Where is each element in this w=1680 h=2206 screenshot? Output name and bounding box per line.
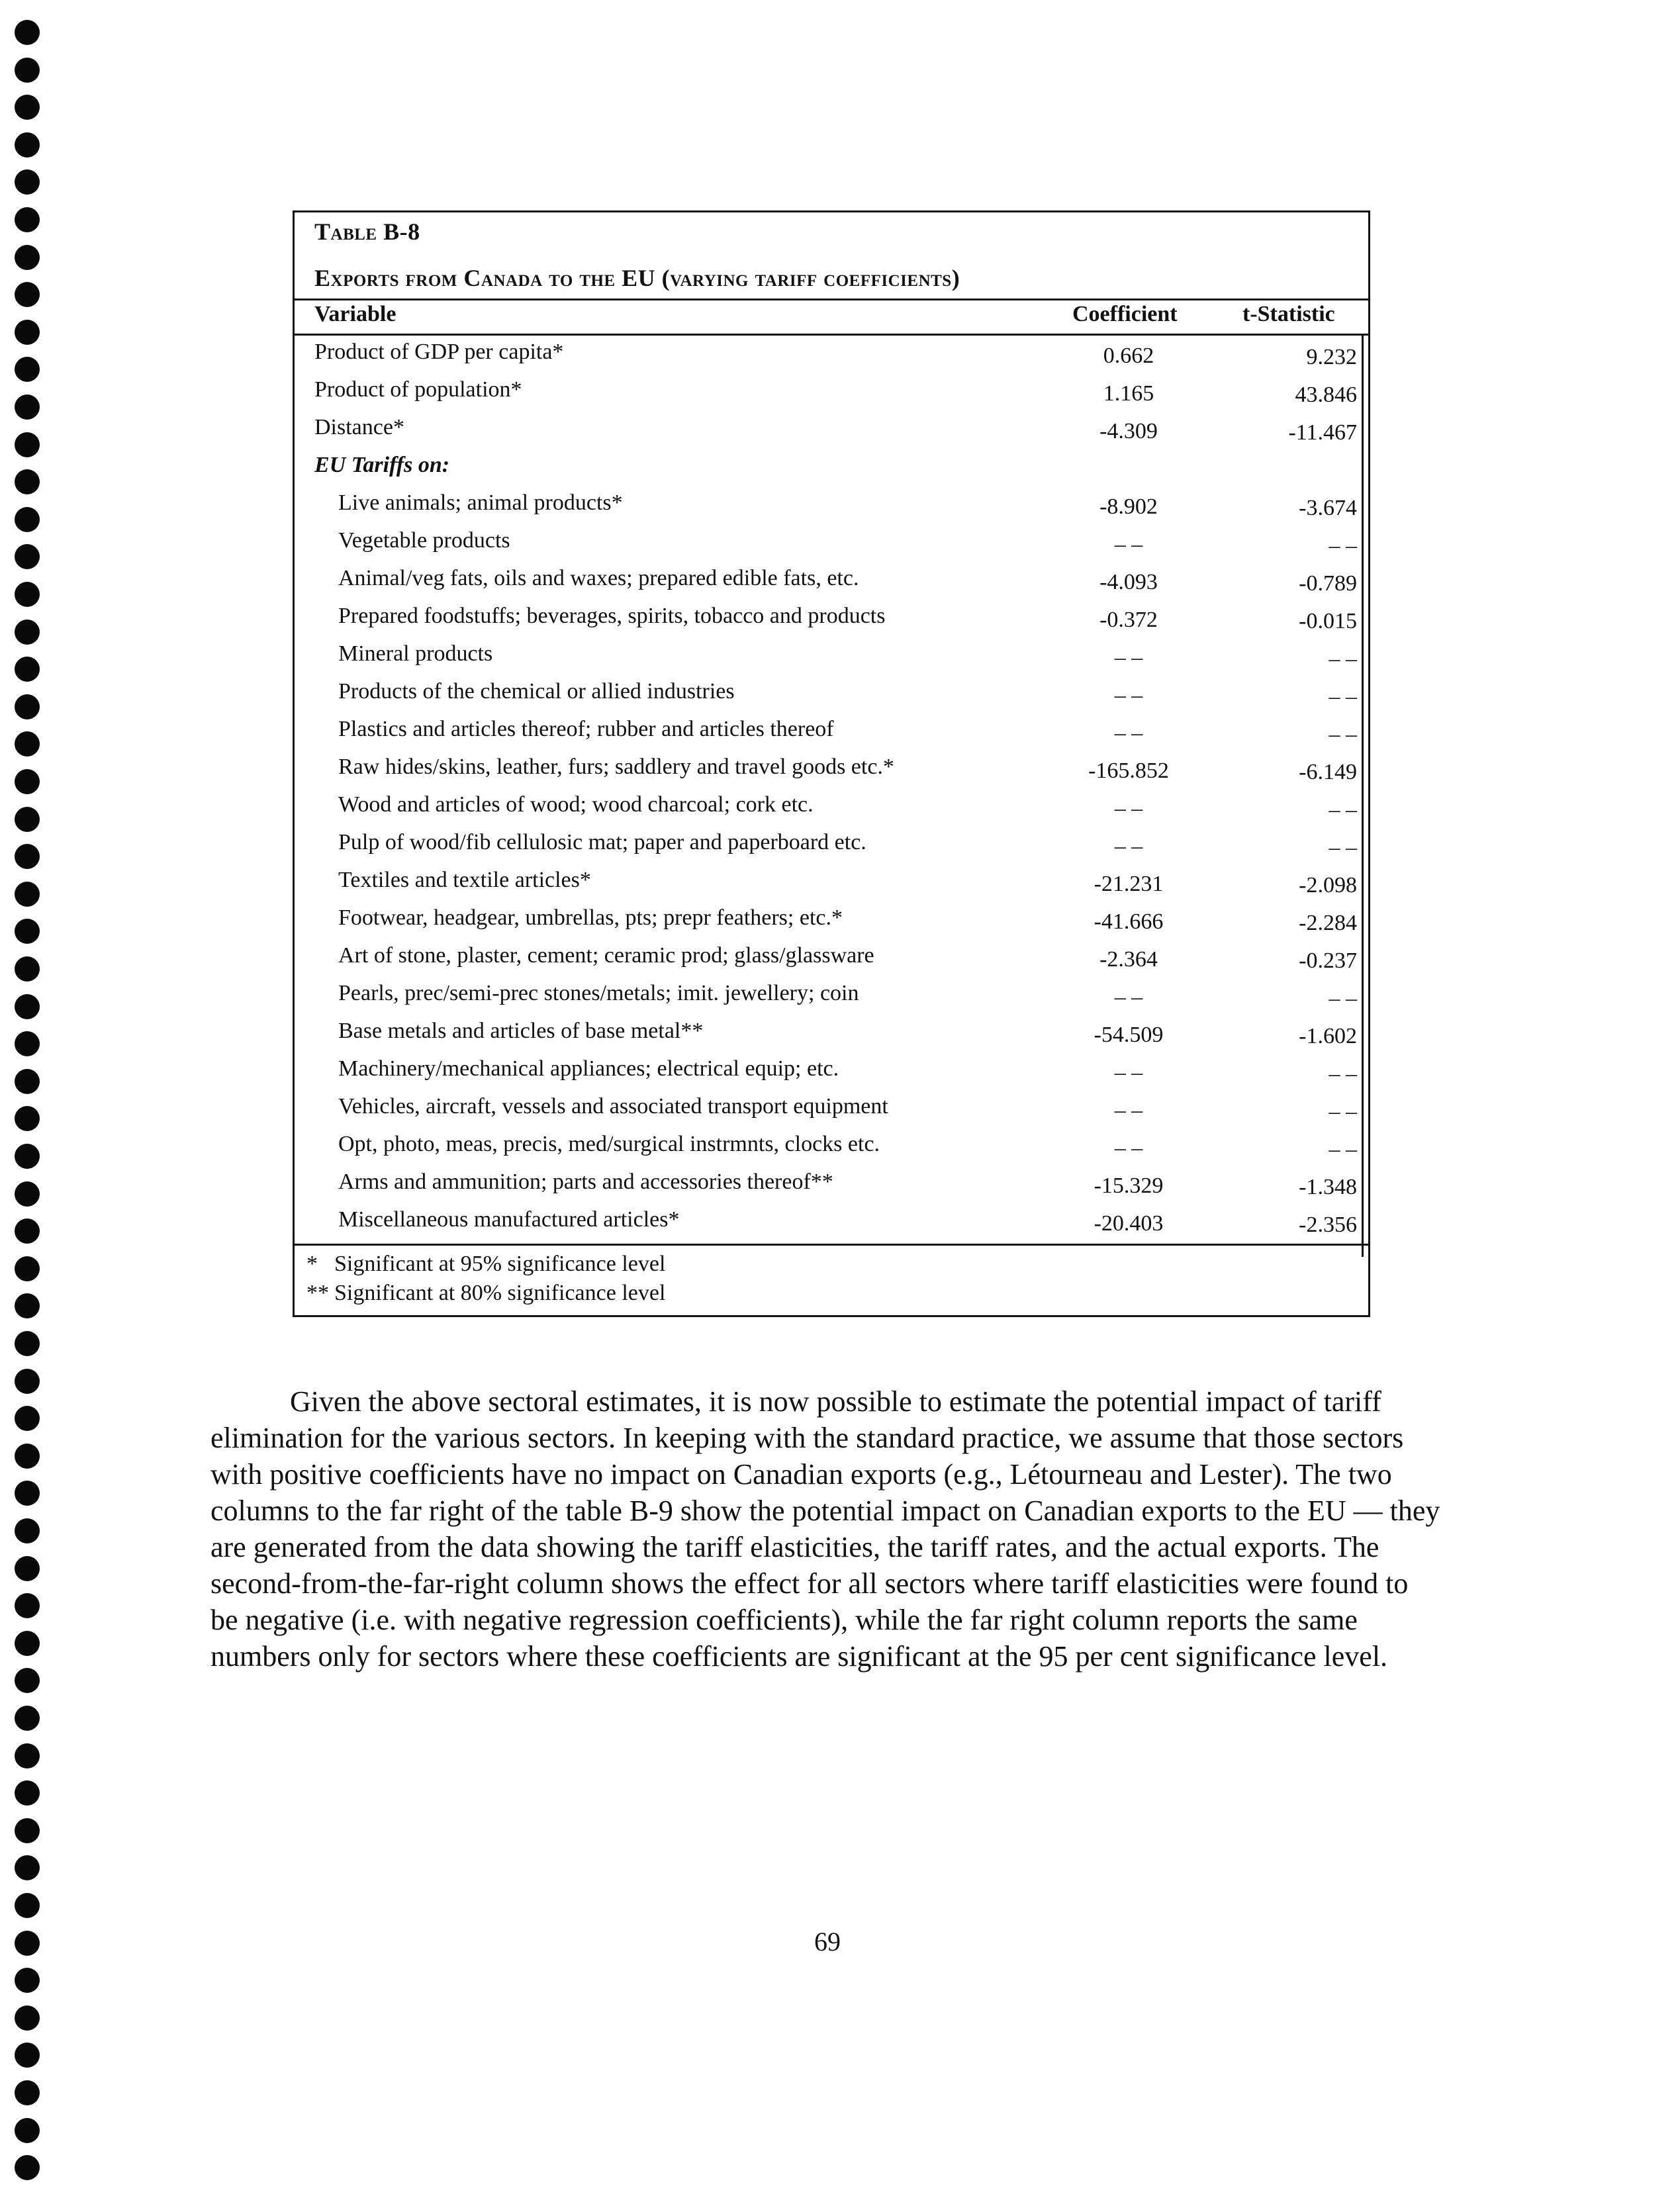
row-coefficient: -41.666 bbox=[1094, 909, 1164, 934]
binder-hole bbox=[15, 207, 40, 232]
row-coefficient: – – bbox=[1114, 721, 1143, 745]
row-tstat: – – bbox=[1329, 798, 1357, 822]
table-row bbox=[295, 1168, 1368, 1206]
binder-hole bbox=[15, 1106, 40, 1131]
row-tstat: – – bbox=[1329, 1062, 1357, 1086]
row-coefficient: -4.093 bbox=[1099, 570, 1158, 594]
binder-hole bbox=[15, 320, 40, 345]
binder-hole bbox=[15, 731, 40, 757]
table-row bbox=[295, 829, 1368, 866]
row-coefficient: -20.403 bbox=[1094, 1211, 1164, 1236]
row-variable: Live animals; animal products* bbox=[338, 490, 623, 515]
row-coefficient: – – bbox=[1114, 1060, 1143, 1085]
table-row bbox=[295, 376, 1368, 414]
row-tstat: -2.098 bbox=[1299, 873, 1357, 897]
binder-hole bbox=[15, 1369, 40, 1394]
binder-hole bbox=[15, 357, 40, 382]
binder-hole bbox=[15, 1069, 40, 1094]
table-title: Exports from Canada to the EU (varying tariff coefficients) bbox=[314, 265, 960, 291]
binder-hole bbox=[15, 132, 40, 158]
binder-hole bbox=[15, 620, 40, 645]
binder-hole bbox=[15, 1031, 40, 1056]
binder-hole bbox=[15, 169, 40, 195]
row-tstat: – – bbox=[1329, 533, 1357, 558]
binder-hole bbox=[15, 1444, 40, 1469]
table-row bbox=[295, 602, 1368, 640]
header-tstat: t-Statistic bbox=[1242, 302, 1335, 326]
binder-hole bbox=[15, 1931, 40, 1956]
row-variable: Pulp of wood/fib cellulosic mat; paper and paperboard etc. bbox=[338, 830, 866, 854]
row-variable: EU Tariffs on: bbox=[314, 453, 450, 477]
row-tstat: -0.237 bbox=[1299, 948, 1357, 973]
row-variable: Product of population* bbox=[314, 377, 522, 402]
row-coefficient: -0.372 bbox=[1099, 608, 1158, 632]
binder-hole bbox=[15, 282, 40, 307]
table-row bbox=[295, 1206, 1368, 1244]
row-coefficient: – – bbox=[1114, 683, 1143, 708]
binder-hole bbox=[15, 694, 40, 719]
row-variable: Raw hides/skins, leather, furs; saddlery and travel goods etc.* bbox=[338, 755, 894, 779]
binder-hole bbox=[15, 1218, 40, 1244]
row-coefficient: 0.662 bbox=[1103, 344, 1154, 368]
row-coefficient: – – bbox=[1114, 532, 1143, 557]
table-notes bbox=[306, 1252, 665, 1310]
row-coefficient: – – bbox=[1114, 834, 1143, 858]
row-coefficient: -2.364 bbox=[1099, 947, 1158, 972]
row-tstat: – – bbox=[1329, 684, 1357, 709]
binder-hole bbox=[15, 1556, 40, 1581]
binder-hole bbox=[15, 1481, 40, 1506]
row-variable: Opt, photo, meas, precis, med/surgical instrmnts, clocks etc. bbox=[338, 1132, 880, 1156]
row-coefficient: – – bbox=[1114, 1136, 1143, 1160]
row-coefficient: 1.165 bbox=[1103, 381, 1154, 406]
row-coefficient: -4.309 bbox=[1099, 419, 1158, 443]
header-bottom-rule bbox=[295, 334, 1368, 336]
row-variable: Wood and articles of wood; wood charcoal; cork etc. bbox=[338, 792, 814, 817]
table-label: Table B-8 bbox=[314, 218, 420, 245]
table-row bbox=[295, 904, 1368, 942]
table-row bbox=[295, 678, 1368, 715]
row-tstat: – – bbox=[1329, 835, 1357, 860]
page-number: 69 bbox=[814, 1927, 841, 1956]
row-tstat: -3.674 bbox=[1299, 496, 1357, 520]
row-tstat: 43.846 bbox=[1295, 383, 1357, 407]
binder-hole bbox=[15, 919, 40, 944]
body-paragraph: Given the above sectoral estimates, it is now possible to estimate the potential impact of tariff elimination for the various sectors. In keeping with the standard practice, we assume that those sectors with positive coefficients have no impact on Canadian exports (e.g., Létourneau and Lester). The two columns to the far right of the table B-9 show the potential impact on Canadian exports to the EU — they are generated from the data showing the tariff elasticities, the tariff rates, and the actual exports. The second-from-the-far-right column shows the effect for all sectors where tariff elasticities were found to be negative (i.e. with negative regression coefficients), while the far right column reports the same numbers only for sectors where these coefficients are significant at the 95 per cent significance level. bbox=[210, 1385, 1440, 1673]
table-row bbox=[295, 1055, 1368, 1093]
binder-hole bbox=[15, 1706, 40, 1731]
table-row bbox=[295, 489, 1368, 527]
binder-hole bbox=[15, 1818, 40, 1843]
table-row bbox=[295, 866, 1368, 904]
binder-hole bbox=[15, 769, 40, 794]
binder-hole bbox=[15, 1780, 40, 1806]
binder-hole bbox=[15, 58, 40, 83]
binder-hole bbox=[15, 432, 40, 457]
row-variable: Animal/veg fats, oils and waxes; prepared edible fats, etc. bbox=[338, 566, 859, 590]
binder-hole bbox=[15, 20, 40, 45]
binder-hole bbox=[15, 1293, 40, 1318]
row-coefficient: – – bbox=[1114, 1098, 1143, 1123]
binder-hole bbox=[15, 245, 40, 270]
binder-hole bbox=[15, 1855, 40, 1880]
binder-hole bbox=[15, 1893, 40, 1918]
row-tstat: – – bbox=[1329, 647, 1357, 671]
regression-table bbox=[293, 210, 1370, 1317]
row-variable: Textiles and textile articles* bbox=[338, 868, 591, 892]
binder-hole bbox=[15, 1181, 40, 1207]
row-tstat: – – bbox=[1329, 722, 1357, 747]
header-coefficient: Coefficient bbox=[1072, 302, 1178, 326]
binder-hole bbox=[15, 1518, 40, 1543]
binder-hole bbox=[15, 1631, 40, 1656]
binder-hole bbox=[15, 1256, 40, 1281]
row-variable: Pearls, prec/semi-prec stones/metals; imit. jewellery; coin bbox=[338, 981, 859, 1005]
row-variable: Arms and ammunition; parts and accessories thereof** bbox=[338, 1170, 833, 1194]
table-row bbox=[295, 1093, 1368, 1130]
row-tstat: -1.602 bbox=[1299, 1024, 1357, 1048]
row-variable: Vehicles, aircraft, vessels and associated transport equipment bbox=[338, 1094, 888, 1119]
note-80: ** Significant at 80% significance level bbox=[306, 1281, 666, 1305]
row-tstat: 9.232 bbox=[1306, 345, 1357, 369]
binder-hole bbox=[15, 469, 40, 494]
row-variable: Plastics and articles thereof; rubber and articles thereof bbox=[338, 717, 834, 741]
binder-hole bbox=[15, 1968, 40, 1993]
row-coefficient: – – bbox=[1114, 645, 1143, 670]
binder-hole bbox=[15, 1668, 40, 1693]
row-variable: Distance* bbox=[314, 415, 404, 439]
binder-hole bbox=[15, 1743, 40, 1769]
binder-hole bbox=[15, 956, 40, 982]
row-variable: Product of GDP per capita* bbox=[314, 340, 564, 364]
table-row bbox=[295, 338, 1368, 376]
table-row bbox=[295, 753, 1368, 791]
binder-hole bbox=[15, 394, 40, 420]
row-tstat: -2.356 bbox=[1299, 1213, 1357, 1237]
row-variable: Mineral products bbox=[338, 641, 493, 666]
table-row bbox=[295, 414, 1368, 451]
table-row bbox=[295, 980, 1368, 1017]
row-variable: Prepared foodstuffs; beverages, spirits, tobacco and products bbox=[338, 604, 886, 628]
binder-hole bbox=[15, 507, 40, 532]
row-variable: Vegetable products bbox=[338, 528, 510, 553]
note-95: * Significant at 95% significance level bbox=[306, 1252, 666, 1276]
binder-hole bbox=[15, 582, 40, 607]
binder-hole bbox=[15, 844, 40, 869]
table-row bbox=[295, 791, 1368, 829]
row-tstat: – – bbox=[1329, 1099, 1357, 1124]
row-variable: Art of stone, plaster, cement; ceramic prod; glass/glassware bbox=[338, 943, 874, 968]
row-tstat: -11.467 bbox=[1288, 420, 1357, 445]
row-coefficient: -8.902 bbox=[1099, 494, 1158, 519]
table-row bbox=[295, 451, 1368, 489]
row-tstat: -0.015 bbox=[1299, 609, 1357, 633]
table-row bbox=[295, 942, 1368, 980]
row-tstat: -0.789 bbox=[1299, 571, 1357, 596]
header-variable: Variable bbox=[314, 302, 397, 326]
binder-hole bbox=[15, 994, 40, 1019]
row-coefficient: -21.231 bbox=[1094, 872, 1164, 896]
binder-hole bbox=[15, 2155, 40, 2180]
table-row bbox=[295, 565, 1368, 602]
row-tstat: -1.348 bbox=[1299, 1175, 1357, 1199]
row-variable: Machinery/mechanical appliances; electrical equip; etc. bbox=[338, 1056, 839, 1081]
row-tstat: -2.284 bbox=[1299, 911, 1357, 935]
binder-hole bbox=[15, 807, 40, 832]
binder-hole bbox=[15, 657, 40, 682]
header-top-rule bbox=[295, 299, 1368, 300]
row-coefficient: – – bbox=[1114, 985, 1143, 1009]
row-tstat: – – bbox=[1329, 1137, 1357, 1162]
row-coefficient: -54.509 bbox=[1094, 1023, 1164, 1047]
binder-hole bbox=[15, 2118, 40, 2143]
row-coefficient: -165.852 bbox=[1088, 758, 1169, 783]
table-row bbox=[295, 1017, 1368, 1055]
binder-hole bbox=[15, 2080, 40, 2105]
binder-hole bbox=[15, 544, 40, 569]
row-tstat: – – bbox=[1329, 986, 1357, 1011]
table-row bbox=[295, 1130, 1368, 1168]
row-variable: Footwear, headgear, umbrellas, pts; prepr feathers; etc.* bbox=[338, 905, 843, 930]
binder-hole bbox=[15, 882, 40, 907]
row-tstat: -6.149 bbox=[1299, 760, 1357, 784]
binder-hole bbox=[15, 1144, 40, 1169]
notes-top-rule bbox=[295, 1244, 1368, 1246]
binder-hole bbox=[15, 95, 40, 120]
row-variable: Miscellaneous manufactured articles* bbox=[338, 1207, 680, 1232]
binder-hole bbox=[15, 1331, 40, 1356]
binder-hole bbox=[15, 2043, 40, 2068]
binder-holes bbox=[15, 20, 41, 2197]
row-variable: Products of the chemical or allied industries bbox=[338, 679, 735, 704]
binder-hole bbox=[15, 1406, 40, 1431]
row-coefficient: – – bbox=[1114, 796, 1143, 821]
row-variable: Base metals and articles of base metal** bbox=[338, 1019, 704, 1043]
table-row bbox=[295, 527, 1368, 565]
row-coefficient: -15.329 bbox=[1094, 1173, 1164, 1198]
table-row bbox=[295, 715, 1368, 753]
table-row bbox=[295, 640, 1368, 678]
binder-hole bbox=[15, 1593, 40, 1618]
binder-hole bbox=[15, 2005, 40, 2031]
